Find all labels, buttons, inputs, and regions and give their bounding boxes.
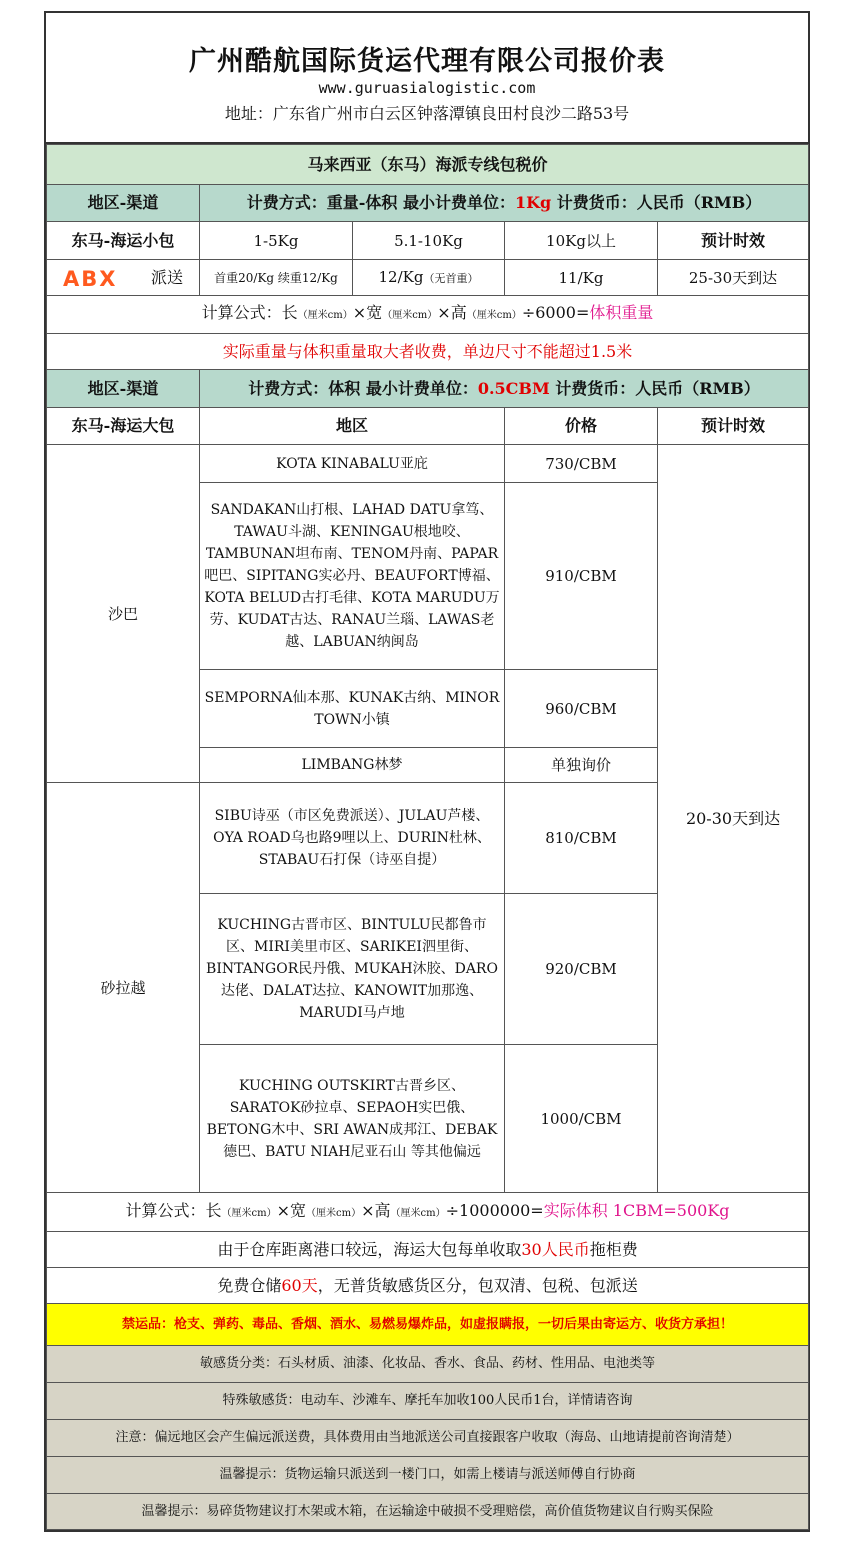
small-col-eta: 预计时效 — [658, 222, 809, 260]
quote-sheet — [44, 11, 810, 1532]
small-col-3: 10Kg以上 — [505, 222, 658, 260]
large-head-region: 地区-渠道 — [47, 370, 200, 408]
group-sarawak: 砂拉越 — [47, 783, 200, 1193]
small-col-2: 5.1-10Kg — [353, 222, 505, 260]
large-eta: 20-30天到达 — [658, 445, 809, 1193]
price-cell: 730/CBM — [505, 445, 658, 483]
remote-area-note: 注意：偏远地区会产生偏远派送费，具体费用由当地派送公司直接跟客户收取（海岛、山地请提前咨询清楚） — [47, 1420, 809, 1457]
sensitive-goods-note: 敏感货分类：石头材质、油漆、化妆品、香水、食品、药材、性用品、电池类等 — [47, 1346, 809, 1383]
large-head-billing: 计费方式：体积 最小计费单位：0.5CBM 计费货币：人民币（RMB） — [200, 370, 809, 408]
header — [46, 13, 808, 144]
area-row: LIMBANG林梦 — [200, 748, 505, 783]
page-title: 广州酷航国际货运代理有限公司报价表 — [189, 46, 665, 77]
small-eta: 25-30天到达 — [658, 260, 809, 296]
small-col-1: 1-5Kg — [200, 222, 353, 260]
large-col-region: 地区 — [200, 408, 505, 445]
small-head-region: 地区-渠道 — [47, 185, 200, 222]
small-delivery-label: 派送 — [150, 267, 183, 287]
price-cell: 810/CBM — [505, 783, 658, 894]
abx-logo-icon — [63, 269, 147, 289]
price-cell: 920/CBM — [505, 894, 658, 1045]
area-row: KUCHING OUTSKIRT古晋乡区、SARATOK砂拉卓、SEPAOH实巴俄、BETONG木中、SRI AWAN成邦江、DEBAK德巴、BATU NIAH尼亚石山 等其他偏远 — [200, 1045, 505, 1193]
area-row: SEMPORNA仙本那、KUNAK古纳、MINOR TOWN小镇 — [200, 670, 505, 748]
small-head-billing: 计费方式：重量-体积 最小计费单位：1Kg 计费货币：人民币（RMB） — [200, 185, 809, 222]
delivery-tip: 温馨提示：货物运输只派送到一楼门口，如需上楼请与派送师傅自行协商 — [47, 1457, 809, 1494]
price-table — [46, 144, 809, 1530]
area-row: SIBU诗巫（市区免费派送）、JULAU芦楼、OYA ROAD乌也路9哩以上、DURIN杜林、STABAU石打保（诗巫自提） — [200, 783, 505, 894]
small-min-unit: 1Kg — [514, 193, 552, 212]
container-fee-note: 由于仓库距离港口较远，海运大包每单收取30人民币拖柜费 — [47, 1232, 809, 1268]
website-link[interactable]: www.guruasialogistic.com — [318, 79, 536, 97]
small-price-2: 12/Kg（无首重） — [353, 260, 505, 296]
large-col-price: 价格 — [505, 408, 658, 445]
large-formula: 计算公式：长（厘米cm）×宽（厘米cm）×高（厘米cm）÷1000000=实际体积 1CBM=500Kg — [47, 1193, 809, 1232]
area-row: KOTA KINABALU亚庇 — [200, 445, 505, 483]
storage-note: 免费仓储60天，无普货敏感货区分，包双清、包税、包派送 — [47, 1268, 809, 1304]
small-price-1: 首重20/Kg 续重12/Kg — [200, 260, 353, 296]
price-cell: 单独询价 — [505, 748, 658, 783]
abx-logo-text: ABX — [62, 268, 118, 289]
small-channel: 东马-海运小包 — [47, 222, 200, 260]
large-channel: 东马-海运大包 — [47, 408, 200, 445]
company-address: 地址：广东省广州市白云区钟落潭镇良田村良沙二路53号 — [224, 104, 630, 123]
prohibited-items-warning: 禁运品：枪支、弹药、毒品、香烟、酒水、易燃易爆炸品，如虚报瞒报，一切后果由寄运方、收货方承担！ — [47, 1304, 809, 1346]
price-cell: 960/CBM — [505, 670, 658, 748]
small-formula: 计算公式：长（厘米cm）×宽（厘米cm）×高（厘米cm）÷6000=体积重量 — [47, 296, 809, 334]
small-price-3: 11/Kg — [505, 260, 658, 296]
large-min-unit: 0.5CBM — [477, 378, 550, 398]
fragile-tip: 温馨提示：易碎货物建议打木架或木箱，在运输途中破损不受理赔偿，高价值货物建议自行购买保险 — [47, 1494, 809, 1530]
section-title: 马来西亚（东马）海派专线包税价 — [47, 145, 809, 185]
group-sabah: 沙巴 — [47, 445, 200, 783]
special-goods-note: 特殊敏感货：电动车、沙滩车、摩托车加收100人民币1台，详情请咨询 — [47, 1383, 809, 1420]
large-col-eta: 预计时效 — [658, 408, 809, 445]
price-cell: 1000/CBM — [505, 1045, 658, 1193]
area-row: KUCHING古晋市区、BINTULU民都鲁市区、MIRI美里市区、SARIKEI泗里街、BINTANGOR民丹俄、MUKAH沐胶、DARO达佬、DALAT达拉、KANOWIT加那逸、MARUDI马卢地 — [200, 894, 505, 1045]
area-row: SANDAKAN山打根、LAHAD DATU拿笃、TAWAU斗湖、KENINGAU根地咬、TAMBUNAN坦布南、TENOM丹南、PAPAR吧巴、SIPITANG实必丹、BEAUFORT博福、KOTA BELUD古打毛律、KOTA MARUDU万劳、KUDAT古达、RANAU兰瑙、LAWAS老越、LABUAN纳闽岛 — [200, 483, 505, 670]
small-note: 实际重量与体积重量取大者收费，单边尺寸不能超过1.5米 — [47, 334, 809, 370]
price-cell: 910/CBM — [505, 483, 658, 670]
small-delivery-cell — [47, 260, 200, 296]
